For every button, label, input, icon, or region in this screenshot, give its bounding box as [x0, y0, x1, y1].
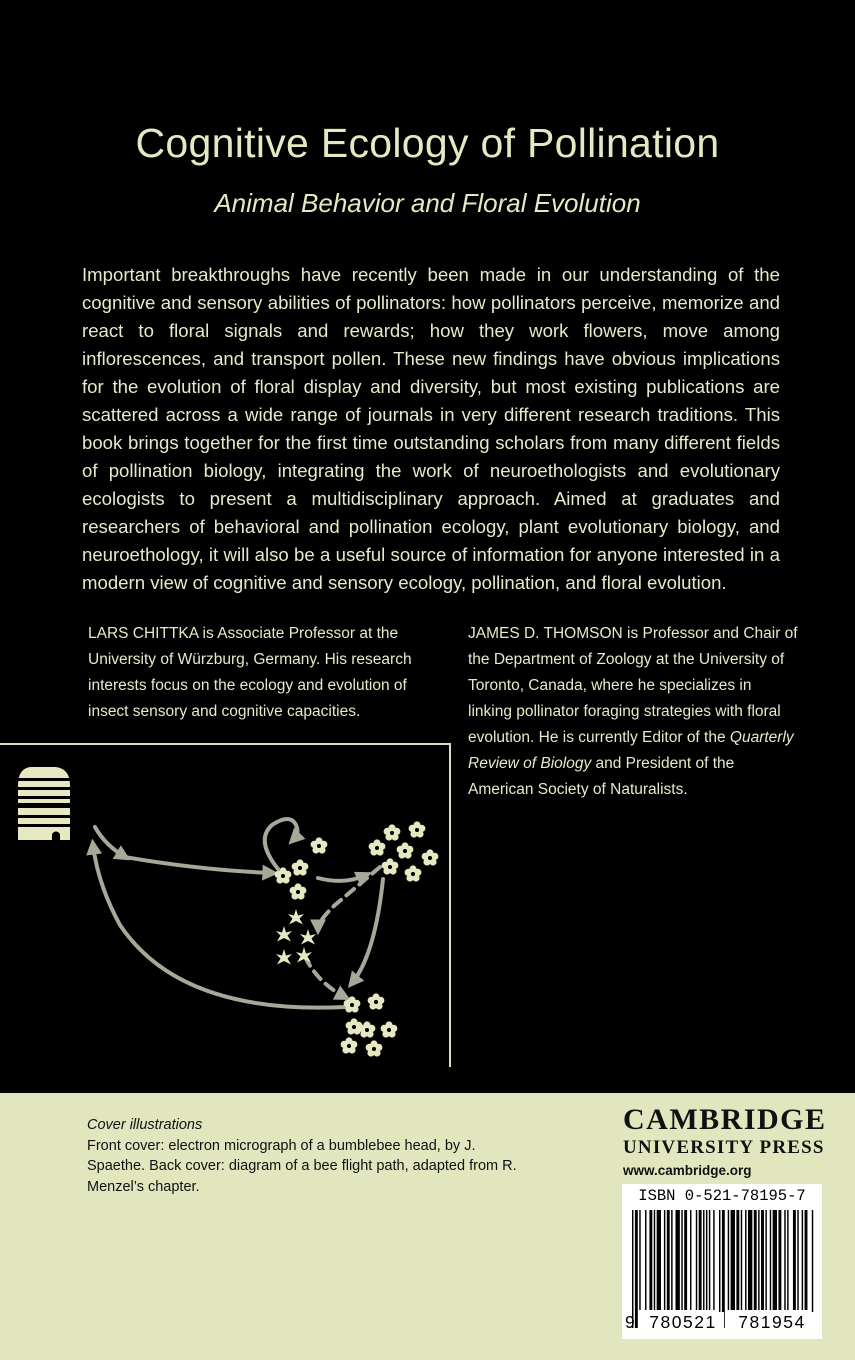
barcode-bar [784, 1210, 785, 1310]
credits-label: Cover illustrations [87, 1117, 203, 1133]
flower-icon [344, 996, 361, 1012]
flower-icon [397, 842, 414, 858]
author-bio-thomson [468, 621, 798, 803]
barcode-bar [696, 1210, 697, 1310]
barcode-bar [671, 1210, 672, 1310]
isbn-barcode [622, 1184, 822, 1339]
footer-band [0, 1093, 855, 1360]
barcode-digits-left: 780521 [642, 1312, 724, 1333]
flower-icon [384, 824, 401, 840]
star-flower-icon [276, 949, 292, 965]
publisher-logo [623, 1105, 843, 1178]
star-flower-icon [300, 929, 316, 945]
barcode-digits-right: 781954 [729, 1312, 815, 1333]
barcode-bar [713, 1210, 714, 1310]
barcode-bar [728, 1210, 729, 1310]
barcode-bar [773, 1210, 777, 1310]
barcode-digits [622, 1310, 822, 1336]
thomson-bio-end: and President of the American Society of Naturalists. [468, 755, 735, 798]
barcode-bar [709, 1210, 710, 1310]
publisher-subname: UNIVERSITY PRESS [623, 1137, 825, 1158]
flower-icon [311, 837, 328, 853]
flower-icon [409, 821, 426, 837]
flight-path-diagram-frame [0, 743, 451, 1067]
flower-icon [369, 839, 386, 855]
author-bio-chittka: LARS CHITTKA is Associate Professor at the University of Würzburg, Germany. His research interests focus on the ecology and evolution of insect sensory and cognitive capacities. [88, 625, 412, 720]
barcode-bar [745, 1210, 746, 1310]
barcode-bar [770, 1210, 771, 1310]
flower-icon [382, 858, 399, 874]
flower-icon [290, 883, 307, 899]
barcode-bar [754, 1210, 757, 1310]
barcode-bar [667, 1210, 670, 1310]
flower-icon [341, 1037, 358, 1053]
flight-path-diagram [0, 745, 449, 1067]
cover-credits [87, 1115, 537, 1197]
book-subtitle: Animal Behavior and Floral Evolution [214, 188, 641, 218]
credits-text: Front cover: electron micrograph of a bumblebee head, by J. Spaethe. Back cover: diagram of a bee flight path, adapted from R. Menzel’s chapter. [87, 1137, 517, 1195]
barcode-bar [736, 1210, 739, 1310]
barcode-bar [657, 1210, 661, 1310]
flight-path-arrows [93, 819, 383, 1008]
flower-icon [405, 865, 422, 881]
barcode-bar [748, 1210, 752, 1310]
barcode-bar [676, 1210, 680, 1310]
barcode-bar [805, 1210, 808, 1310]
barcode-digit-first: 9 [625, 1312, 635, 1332]
book-description: Important breakthroughs have recently been made in our understanding of the cognitive and sensory abilities of pollinators: how pollinators perceive, memorize and react to floral signals and rewards; how they work flowers, move among inflorescences, and transport pollen. These new findings have obvious implications for the evolution of floral display and diversity, but most existing publications are scattered across a wide range of journals in very different research traditions. This book brings together for the first time outstanding scholars from many different fields of pollination biology, integrating the work of neuroethologists and evolutionary ecologists to present a multidisciplinary approach. Aimed at graduates and researchers of behavioral and pollination ecology, plant evolutionary biology, and neuroethology, it will also be a useful source of information for anyone interested in a modern view of cognitive and sensory ecology, pollination, and floral evolution. [82, 264, 780, 593]
isbn-label: ISBN 0-521-78195-7 [638, 1187, 806, 1205]
barcode-bar [690, 1210, 691, 1310]
flower-icon [366, 1040, 383, 1056]
barcode-bar [706, 1210, 707, 1310]
flower-icon [422, 849, 439, 865]
publisher-name: CAMBRIDGE [623, 1103, 827, 1136]
barcode-bar [797, 1210, 798, 1310]
barcode-bar [684, 1210, 687, 1310]
star-flower-icon [276, 926, 292, 942]
journal-name: Quarterly Review of Biology [468, 729, 794, 772]
barcode-bar [654, 1210, 655, 1310]
barcode-bar [731, 1210, 735, 1310]
thomson-bio-start: JAMES D. THOMSON is Professor and Chair of the Department of Zoology at the University of Toronto, Canada, where he specializes in linking pollinator foraging strategies with floral evolution. He is currently Editor of the [468, 625, 798, 746]
barcode-bar [787, 1210, 788, 1310]
barcode-bar [639, 1210, 640, 1310]
star-flower-icon [296, 947, 312, 963]
beehive-icon [16, 767, 74, 841]
barcode-bar [741, 1210, 742, 1310]
book-title: Cognitive Ecology of Pollination [135, 120, 720, 166]
star-flower-icon [288, 909, 304, 925]
flower-icon [368, 993, 385, 1009]
barcode-bar [758, 1210, 759, 1310]
barcode-bar [649, 1210, 652, 1310]
barcode-bar [664, 1210, 665, 1310]
publisher-website: www.cambridge.org [623, 1163, 752, 1178]
flower-cluster-c [341, 993, 398, 1056]
star-flower-cluster [276, 909, 316, 965]
flower-icon [381, 1021, 398, 1037]
flower-cluster-b [369, 821, 439, 881]
barcode-bar [778, 1210, 781, 1310]
flower-cluster-a [275, 837, 328, 899]
barcode-bar [802, 1210, 803, 1310]
flower-icon [292, 859, 309, 875]
barcode-bar [681, 1210, 682, 1310]
barcode-bar [645, 1210, 646, 1310]
barcode-bar [761, 1210, 764, 1310]
barcode-bar [765, 1210, 766, 1310]
barcode-bar [793, 1210, 796, 1310]
barcode-bar [703, 1210, 704, 1310]
barcode-bar [699, 1210, 702, 1310]
